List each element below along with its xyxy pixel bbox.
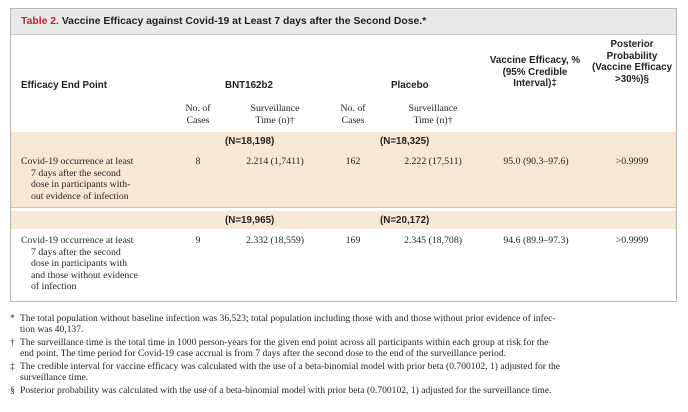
- row2-placebo-cases: 169: [345, 235, 361, 246]
- table-title: Vaccine Efficacy against Covid-19 at Least 7 days after the Second Dose.*: [61, 16, 427, 27]
- row1-endpoint-line-3: dose in participants with-: [31, 179, 131, 191]
- header-efficacy-line-1: Vaccine Efficacy, %: [489, 55, 581, 66]
- row1-band-placebo: (N=18,325): [380, 136, 430, 147]
- row1-efficacy: 95.0 (90.3–97.6): [503, 156, 569, 167]
- footnote-1-line-1: The total population without baseline infection was 36,523; total population including those with and those without prior evidence of infec-: [20, 313, 556, 324]
- row2-endpoint: [21, 235, 138, 293]
- row2-bnt-time: 2.332 (18,559): [246, 235, 304, 246]
- row1-bnt-time: 2.214 (1,7411): [246, 156, 304, 167]
- header-posterior: [588, 39, 676, 85]
- footnote-2: [10, 337, 678, 360]
- row2-placebo-time: 2.345 (18,708): [404, 235, 462, 246]
- header-posterior-line-1: Posterior: [610, 39, 654, 50]
- row2-efficacy: 94.6 (89.9–97.3): [503, 235, 569, 246]
- row1-endpoint-line-2: 7 days after the second: [31, 167, 121, 179]
- header-endpoint: Efficacy End Point: [21, 80, 108, 91]
- row1-endpoint-line-1: Covid-19 occurrence at least: [21, 156, 134, 167]
- footnote-1-line-2: tion was 40,137.: [20, 324, 84, 336]
- row2-endpoint-line-2: 7 days after the second: [31, 246, 121, 258]
- row2-endpoint-line-4: and those without evidence: [31, 269, 138, 281]
- header-efficacy-line-3: Interval)‡: [513, 78, 557, 90]
- row2-endpoint-line-3: dose in participants with: [31, 258, 128, 270]
- header-placebo-surveillance: [393, 103, 473, 126]
- header-placebo-cases: [329, 103, 377, 126]
- header-efficacy-line-2: (95% Credible: [502, 66, 568, 78]
- row2-band-placebo: (N=20,172): [380, 215, 430, 226]
- footnote-3: [10, 361, 678, 384]
- footnote-2-line-2: end point. The time period for Covid-19 case accrual is from 7 days after the second dose to the end of the surveillance period.: [20, 348, 507, 360]
- footnote-3-symbol: ‡: [10, 361, 15, 372]
- row1-band: [11, 132, 676, 150]
- header-group-bnt: BNT162b2: [225, 80, 273, 91]
- row-divider: [11, 207, 676, 208]
- footnote-3-line-1: The credible interval for vaccine efficacy was calculated with the use of a beta-binomial model with prior beta (0.700102, 1) adjusted for the: [20, 361, 561, 372]
- header-bnt-surveillance-line-1: Surveillance: [250, 103, 300, 114]
- footnote-3-line-2: surveillance time.: [20, 372, 89, 384]
- footnote-4: [10, 385, 678, 396]
- row1-endpoint-line-4: out evidence of infection: [31, 190, 129, 202]
- table-title-bar: [11, 9, 676, 35]
- row1-band-bnt: (N=18,198): [225, 136, 275, 147]
- row1-bnt-cases: 8: [195, 156, 201, 167]
- footnote-2-line-1: The surveillance time is the total time in 1000 person-years for the given end point across all participants within each group at risk for the: [20, 337, 549, 348]
- row2-endpoint-line-1: Covid-19 occurrence at least: [21, 235, 134, 246]
- row2-band: [11, 211, 676, 229]
- row2-posterior: >0.9999: [615, 235, 649, 246]
- header-bnt-cases-line-1: No. of: [185, 103, 211, 114]
- header-posterior-line-3: (Vaccine Efficacy: [591, 62, 673, 74]
- table-frame: [10, 8, 677, 302]
- header-group-placebo: Placebo: [391, 80, 429, 91]
- row2-bnt-cases: 9: [195, 235, 201, 246]
- header-placebo-surveillance-line-2: Time (n)†: [413, 114, 453, 126]
- row2-endpoint-line-5: of infection: [31, 281, 77, 293]
- header-bnt-cases-line-2: Cases: [186, 114, 210, 126]
- row1-placebo-time: 2.222 (17,511): [404, 156, 462, 167]
- header-bnt-cases: [174, 103, 222, 126]
- row1-endpoint: [21, 156, 133, 202]
- row2-band-bnt: (N=19,965): [225, 215, 275, 226]
- header-placebo-surveillance-line-1: Surveillance: [408, 103, 458, 114]
- header-posterior-line-2: Probability: [606, 50, 658, 62]
- table-label: Table 2.: [21, 16, 59, 27]
- header-placebo-cases-line-1: No. of: [340, 103, 366, 114]
- header-bnt-surveillance-line-2: Time (n)†: [255, 114, 295, 126]
- row1-posterior: >0.9999: [615, 156, 649, 167]
- footnote-4-symbol: §: [10, 385, 15, 396]
- footnote-4-line-1: Posterior probability was calculated with the use of a beta-binomial model with prior beta (0.700102, 1) adjusted for the surveillance time.: [20, 385, 552, 396]
- header-efficacy: [479, 55, 591, 90]
- footnote-1: [10, 313, 678, 336]
- row1-placebo-cases: 162: [345, 156, 361, 167]
- header-posterior-line-4: >30%)§: [614, 73, 650, 85]
- footnote-2-symbol: †: [10, 337, 15, 348]
- header-bnt-surveillance: [235, 103, 315, 126]
- footnote-1-symbol: *: [10, 313, 15, 324]
- header-placebo-cases-line-2: Cases: [341, 114, 365, 126]
